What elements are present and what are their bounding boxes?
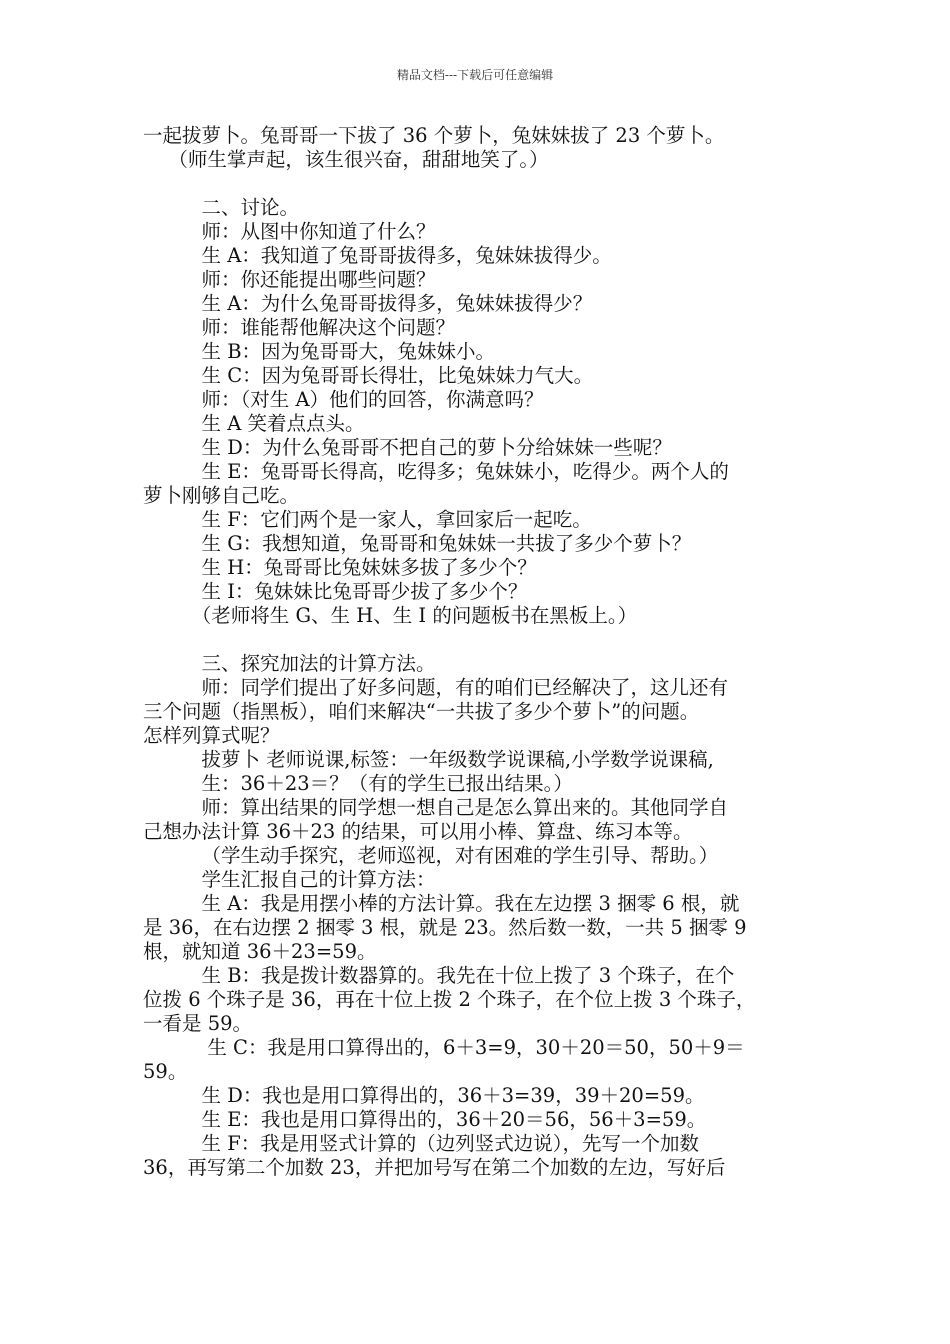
text-line: 萝卜刚够自己吃。 bbox=[143, 484, 300, 507]
text-line: 己想办法计算 36＋23 的结果，可以用小棒、算盘、练习本等。 bbox=[143, 820, 693, 843]
text-line: 生 E：我也是用口算得出的，36＋20＝56，56＋3=59。 bbox=[201, 1108, 707, 1131]
text-line: 位拨 6 个珠子是 36，再在十位上拨 2 个珠子，在个位上拨 3 个珠子， bbox=[143, 988, 756, 1011]
text-line: 生 A：为什么兔哥哥拔得多，兔妹妹拔得少？ bbox=[201, 292, 593, 315]
text-line: 生 H：兔哥哥比兔妹妹多拔了多少个？ bbox=[201, 556, 537, 579]
text-line: 师：同学们提出了好多问题，有的咱们已经解决了，这儿还有 bbox=[201, 676, 729, 699]
text-line: 二、讨论。 bbox=[201, 196, 300, 219]
text-line: 三个问题（指黑板），咱们来解决“一共拔了多少个萝卜”的问题。 bbox=[143, 700, 700, 723]
text-line: 师：谁能帮他解决这个问题？ bbox=[201, 316, 456, 339]
text-line: 生 I：兔妹妹比兔哥哥少拔了多少个？ bbox=[201, 580, 528, 603]
text-line: 生 F：它们两个是一家人，拿回家后一起吃。 bbox=[201, 508, 592, 531]
text-line: 生 A 笑着点点头。 bbox=[201, 412, 365, 435]
text-line: 生 D：为什么兔哥哥不把自己的萝卜分给妹妹一些呢？ bbox=[201, 436, 672, 459]
text-line: 生 D：我也是用口算得出的，36＋3=39，39＋20=59。 bbox=[201, 1084, 705, 1107]
text-line: 生 C：我是用口算得出的，6＋3=9，30＋20＝50，50＋9＝ bbox=[207, 1036, 745, 1059]
text-line: 生 G：我想知道，兔哥哥和兔妹妹一共拔了多少个萝卜？ bbox=[201, 532, 692, 555]
text-line: （学生动手探究，老师巡视，对有困难的学生引导、帮助。） bbox=[201, 844, 719, 867]
text-line: 一看是 59。 bbox=[143, 1012, 253, 1035]
text-line: 师：（对生 A）他们的回答，你满意吗？ bbox=[201, 388, 544, 411]
blank-line bbox=[143, 628, 815, 652]
text-line: （师生掌声起，该生很兴奋，甜甜地笑了。） bbox=[168, 148, 549, 171]
text-line: 生 F：我是用竖式计算的（边列竖式边说），先写一个加数 bbox=[201, 1132, 699, 1155]
text-line: 根，就知道 36＋23=59。 bbox=[143, 940, 377, 963]
text-line: 一起拔萝卜。兔哥哥一下拔了 36 个萝卜，兔妹妹拔了 23 个萝卜。 bbox=[143, 124, 725, 147]
text-line: 生 A：我知道了兔哥哥拔得多，兔妹妹拔得少。 bbox=[201, 244, 612, 267]
text-line: 36，再写第二个加数 23，并把加号写在第二个加数的左边，写好后 bbox=[143, 1156, 726, 1179]
text-line: 师：从图中你知道了什么？ bbox=[201, 220, 436, 243]
text-line: 三、探究加法的计算方法。 bbox=[201, 652, 436, 675]
text-line: 生 A：我是用摆小棒的方法计算。我在左边摆 3 捆零 6 根，就 bbox=[201, 892, 740, 915]
text-line: 59。 bbox=[143, 1060, 188, 1083]
text-line: 生：36＋23＝？（有的学生已报出结果。） bbox=[201, 772, 573, 795]
text-line: 师：你还能提出哪些问题？ bbox=[201, 268, 436, 291]
document-body bbox=[143, 124, 815, 1180]
text-line: （老师将生 G、生 H、生 I 的问题板书在黑板上。） bbox=[191, 604, 638, 627]
blank-line bbox=[143, 172, 815, 196]
text-line: 生 B：我是拨计数器算的。我先在十位上拨了 3 个珠子，在个 bbox=[201, 964, 735, 987]
text-line: 生 E：兔哥哥长得高，吃得多；兔妹妹小，吃得少。两个人的 bbox=[201, 460, 729, 483]
text-line: 师：算出结果的同学想一想自己是怎么算出来的。其他同学自 bbox=[201, 796, 729, 819]
text-line: 是 36，在右边摆 2 捆零 3 根，就是 23。然后数一数，一共 5 捆零 9 bbox=[143, 916, 747, 939]
page-header: 精品文档---下载后可任意编辑 bbox=[396, 68, 554, 82]
text-line: 生 C：因为兔哥哥长得壮，比兔妹妹力气大。 bbox=[201, 364, 594, 387]
text-line: 学生汇报自己的计算方法： bbox=[201, 868, 436, 891]
text-line: 生 B：因为兔哥哥大，兔妹妹小。 bbox=[201, 340, 496, 363]
text-line: 拔萝卜 老师说课,标签：一年级数学说课稿,小学数学说课稿, bbox=[201, 748, 714, 771]
text-line: 怎样列算式呢？ bbox=[143, 724, 280, 747]
